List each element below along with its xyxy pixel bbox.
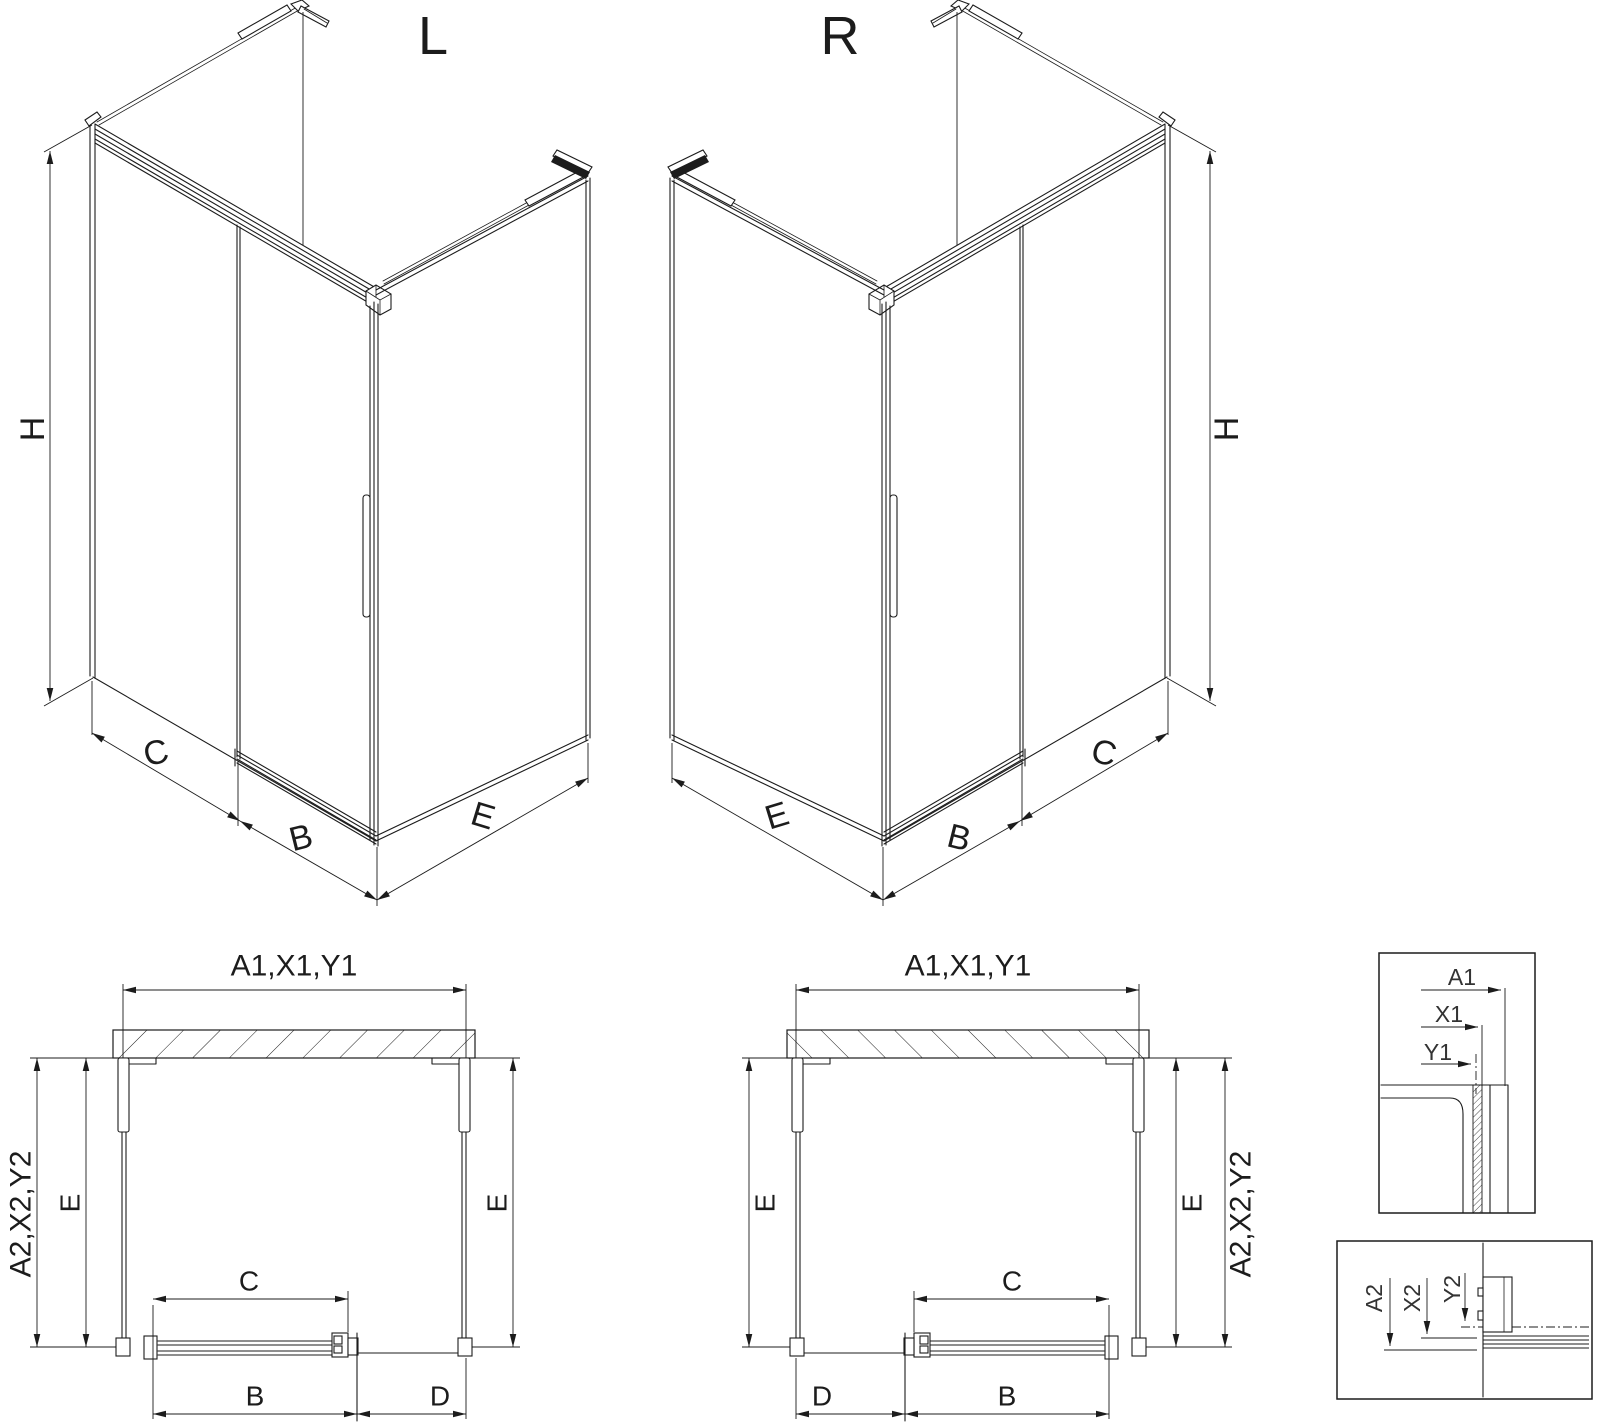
plan-left-depth-right-label: E xyxy=(481,1193,513,1213)
detail-floor-profile-section xyxy=(1478,1243,1589,1397)
detail-floor-y2-label: Y2 xyxy=(1439,1274,1465,1304)
iso-geometry-left xyxy=(44,0,592,906)
detail-floor-x2-label: X2 xyxy=(1399,1283,1425,1313)
detail-box-floor-track xyxy=(1337,1241,1592,1399)
plan-right-depth-left-label: E xyxy=(749,1193,781,1213)
view-title-right: R xyxy=(820,6,860,66)
plan-geometry-right xyxy=(742,984,1232,1421)
plan-left-door-label: B xyxy=(245,1380,265,1412)
dim-label-door-left: B xyxy=(285,816,317,860)
plan-right-width-label: A1,X1,Y1 xyxy=(904,949,1032,983)
detail-box-wall-profile xyxy=(1379,953,1535,1213)
iso-view-right xyxy=(668,0,1246,906)
view-title-left: L xyxy=(417,6,449,66)
plan-right-depth-right-label: E xyxy=(1176,1193,1208,1213)
plan-left-depth-outer-label: A2,X2,Y2 xyxy=(4,1150,38,1278)
plan-view-right xyxy=(742,950,1258,1422)
iso-geometry-right xyxy=(668,0,1216,906)
dim-label-side-right: E xyxy=(760,794,794,838)
plan-left-opening-label: C xyxy=(238,1265,260,1297)
detail-wall-profile-section xyxy=(1381,1085,1508,1213)
dim-label-height-left: H xyxy=(14,416,52,442)
dim-label-fixed-left: C xyxy=(139,731,173,775)
plan-right-fixed-label: D xyxy=(811,1380,833,1412)
plan-left-depth-left-label: E xyxy=(54,1193,86,1213)
plan-view-left xyxy=(5,950,521,1422)
iso-view-left xyxy=(14,0,592,906)
dim-label-fixed-right: C xyxy=(1087,731,1121,775)
detail-wall-a1-label: A1 xyxy=(1447,964,1477,990)
plan-left-width-label: A1,X1,Y1 xyxy=(230,949,358,983)
plan-left-fixed-label: D xyxy=(429,1380,451,1412)
detail-floor-a2-label: A2 xyxy=(1361,1283,1387,1313)
dim-label-side-left: E xyxy=(466,794,500,838)
dim-label-height-right: H xyxy=(1208,416,1246,442)
plan-right-opening-label: C xyxy=(1001,1265,1023,1297)
plan-right-door-label: B xyxy=(997,1380,1017,1412)
dim-label-door-right: B xyxy=(943,816,975,860)
detail-wall-x1-label: X1 xyxy=(1434,1001,1464,1027)
detail-wall-y1-label: Y1 xyxy=(1423,1039,1453,1065)
plan-geometry-left xyxy=(30,984,520,1421)
plan-right-depth-outer-label: A2,X2,Y2 xyxy=(1224,1150,1258,1278)
